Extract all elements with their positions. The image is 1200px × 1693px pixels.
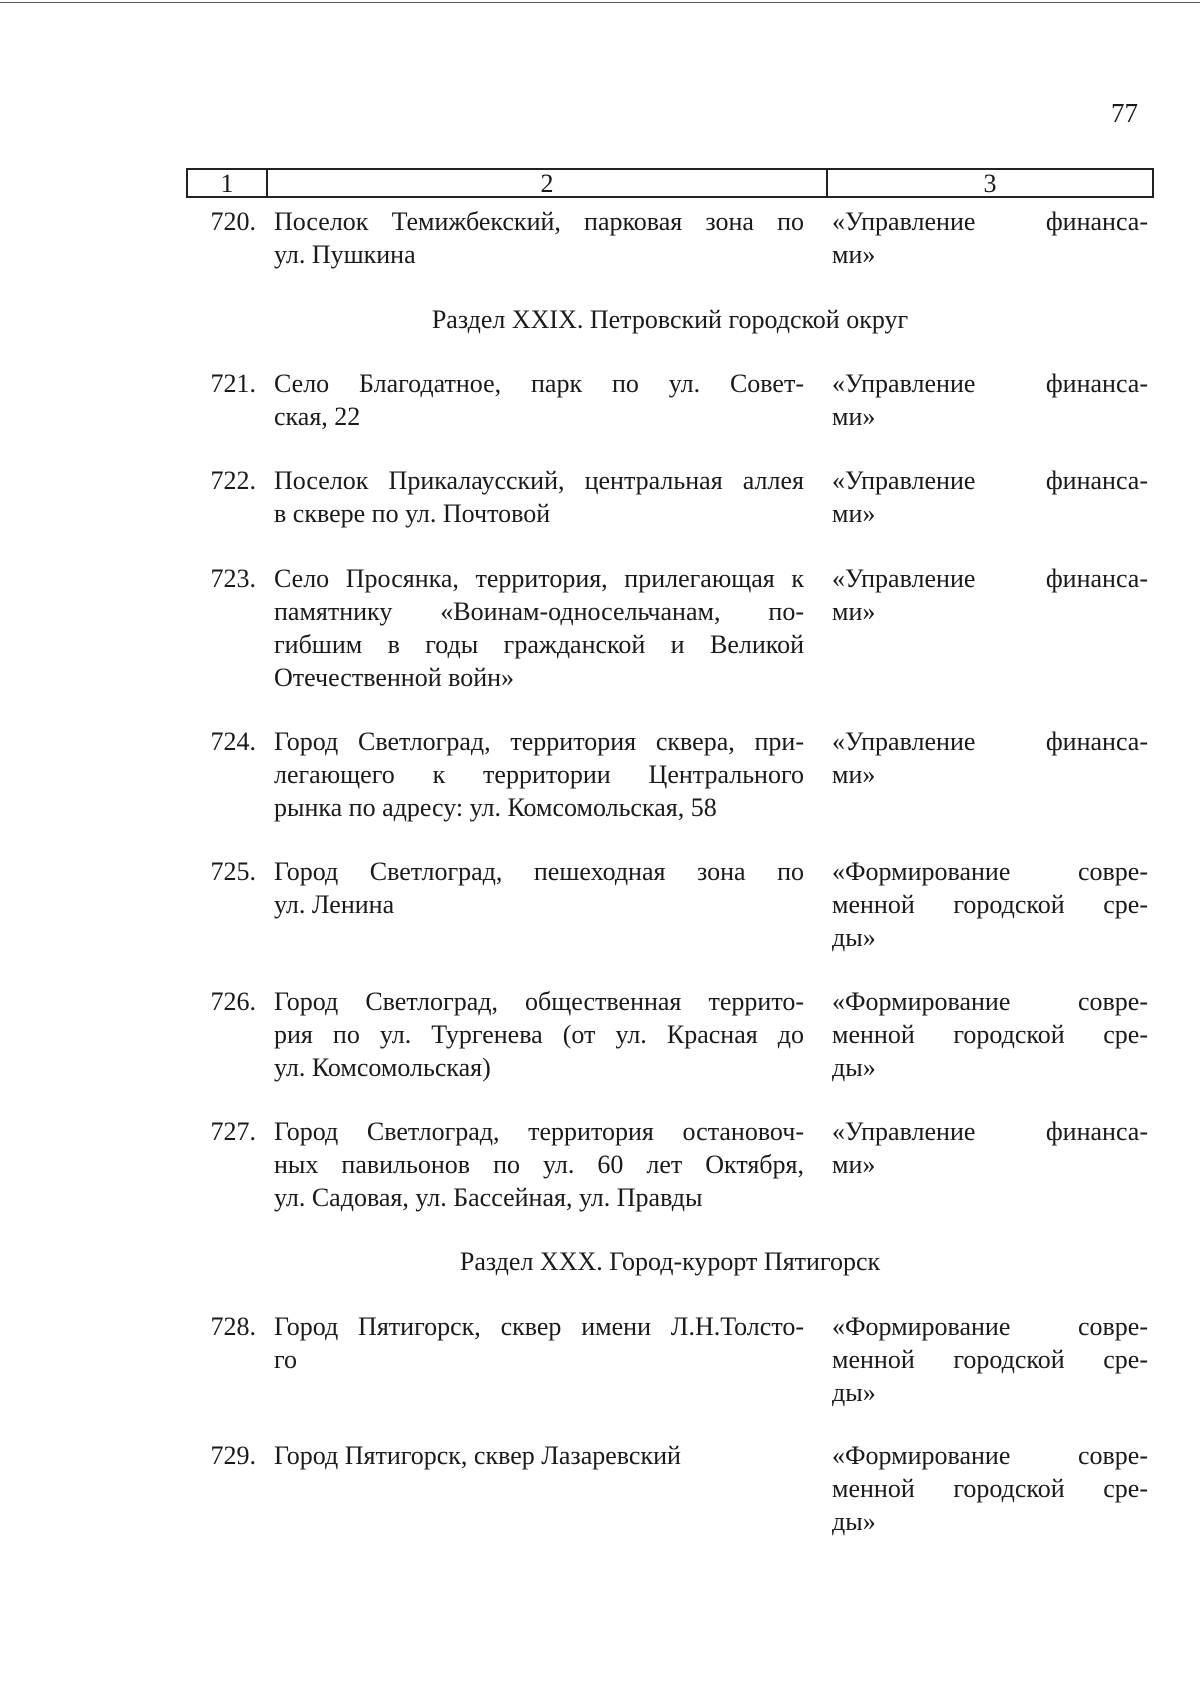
section-heading: Раздел XXX. Город-курорт Пятигорск bbox=[459, 1247, 881, 1276]
row-program bbox=[832, 855, 1148, 954]
desc-line: Село Просянка, территория, прилегающая к bbox=[274, 564, 804, 593]
desc-line: ская, 22 bbox=[274, 402, 361, 431]
prog-line: менной городской сре- bbox=[832, 1345, 1148, 1374]
section-heading: Раздел XXIX. Петровский городской округ bbox=[431, 305, 909, 334]
row-number: 723. bbox=[210, 564, 256, 593]
row-description bbox=[274, 1115, 804, 1214]
row-number: 727. bbox=[210, 1117, 256, 1146]
desc-line: рынка по адресу: ул. Комсомольская, 58 bbox=[274, 793, 717, 822]
desc-line: Отечественной войн» bbox=[274, 663, 515, 692]
row-program bbox=[832, 1310, 1148, 1409]
prog-line: ми» bbox=[832, 1150, 876, 1179]
prog-line: «Управление финанса- bbox=[832, 727, 1148, 756]
prog-line: «Управление финанса- bbox=[832, 369, 1148, 398]
header-col-2: 2 bbox=[268, 170, 828, 196]
desc-line: го bbox=[274, 1345, 298, 1374]
row-description bbox=[274, 985, 804, 1084]
row-description bbox=[274, 855, 804, 921]
desc-line: рия по ул. Тургенева (от ул. Красная до bbox=[274, 1020, 804, 1049]
row-program bbox=[832, 1439, 1148, 1538]
row-description bbox=[274, 464, 804, 530]
prog-line: «Формирование совре- bbox=[832, 1441, 1148, 1470]
row-program bbox=[832, 367, 1148, 433]
prog-line: «Управление финанса- bbox=[832, 1117, 1148, 1146]
top-border-line bbox=[0, 2, 1200, 3]
prog-line: ми» bbox=[832, 499, 876, 528]
prog-line: «Формирование совре- bbox=[832, 857, 1148, 886]
desc-line: Село Благодатное, парк по ул. Совет- bbox=[274, 369, 804, 398]
row-program bbox=[832, 464, 1148, 530]
prog-line: менной городской сре- bbox=[832, 890, 1148, 919]
row-description bbox=[274, 1439, 804, 1472]
prog-line: ми» bbox=[832, 760, 876, 789]
row-program bbox=[832, 1115, 1148, 1181]
desc-line: ул. Комсомольская) bbox=[274, 1053, 491, 1082]
row-description bbox=[274, 367, 804, 433]
prog-line: ды» bbox=[832, 923, 876, 952]
row-description bbox=[274, 725, 804, 824]
desc-line: ул. Садовая, ул. Бассейная, ул. Правды bbox=[274, 1183, 703, 1212]
row-number: 729. bbox=[210, 1441, 256, 1470]
prog-line: ми» bbox=[832, 597, 876, 626]
row-description bbox=[274, 205, 804, 271]
page-number: 77 bbox=[1111, 98, 1138, 128]
row-program bbox=[832, 562, 1148, 628]
row-program bbox=[832, 985, 1148, 1084]
prog-line: ды» bbox=[832, 1053, 876, 1082]
row-description bbox=[274, 562, 804, 694]
desc-line: в сквере по ул. Почтовой bbox=[274, 499, 551, 528]
row-number: 722. bbox=[210, 466, 256, 495]
prog-line: «Формирование совре- bbox=[832, 1312, 1148, 1341]
desc-line: памятнику «Воинам-односельчанам, по- bbox=[274, 597, 804, 626]
desc-line: Поселок Прикалаусский, центральная аллея bbox=[274, 466, 804, 495]
row-number: 728. bbox=[210, 1312, 256, 1341]
desc-line: легающего к территории Центрального bbox=[274, 760, 804, 789]
row-description bbox=[274, 1310, 804, 1376]
desc-line: Город Светлоград, пешеходная зона по bbox=[274, 857, 804, 886]
desc-line: ул. Ленина bbox=[274, 890, 395, 919]
desc-line: Город Светлоград, территория остановоч- bbox=[274, 1117, 804, 1146]
row-number: 721. bbox=[210, 369, 256, 398]
prog-line: ми» bbox=[832, 402, 876, 431]
desc-line: ул. Пушкина bbox=[274, 240, 416, 269]
prog-line: менной городской сре- bbox=[832, 1474, 1148, 1503]
desc-line: Поселок Темижбекский, парковая зона по bbox=[274, 207, 804, 236]
desc-line: гибшим в годы гражданской и Великой bbox=[274, 630, 804, 659]
desc-line: Город Пятигорск, сквер имени Л.Н.Толсто- bbox=[274, 1312, 804, 1341]
desc-line: ных павильонов по ул. 60 лет Октября, bbox=[274, 1150, 804, 1179]
prog-line: «Формирование совре- bbox=[832, 987, 1148, 1016]
prog-line: менной городской сре- bbox=[832, 1020, 1148, 1049]
header-col-3: 3 bbox=[983, 169, 997, 198]
row-number: 720. bbox=[210, 207, 256, 236]
desc-line: Город Светлоград, территория сквера, при- bbox=[274, 727, 804, 756]
prog-line: «Управление финанса- bbox=[832, 207, 1148, 236]
header-col-1: 1 bbox=[188, 170, 268, 196]
prog-line: «Управление финанса- bbox=[832, 466, 1148, 495]
row-number: 724. bbox=[210, 727, 256, 756]
prog-line: ды» bbox=[832, 1378, 876, 1407]
desc-line: Город Пятигорск, сквер Лазаревский bbox=[274, 1441, 681, 1470]
row-number: 726. bbox=[210, 987, 256, 1016]
prog-line: ми» bbox=[832, 240, 876, 269]
row-program bbox=[832, 725, 1148, 791]
desc-line: Город Светлоград, общественная террито- bbox=[274, 987, 804, 1016]
prog-line: «Управление финанса- bbox=[832, 564, 1148, 593]
row-program bbox=[832, 205, 1148, 271]
row-number: 725. bbox=[210, 857, 256, 886]
table-header bbox=[186, 168, 1154, 198]
prog-line: ды» bbox=[832, 1507, 876, 1536]
